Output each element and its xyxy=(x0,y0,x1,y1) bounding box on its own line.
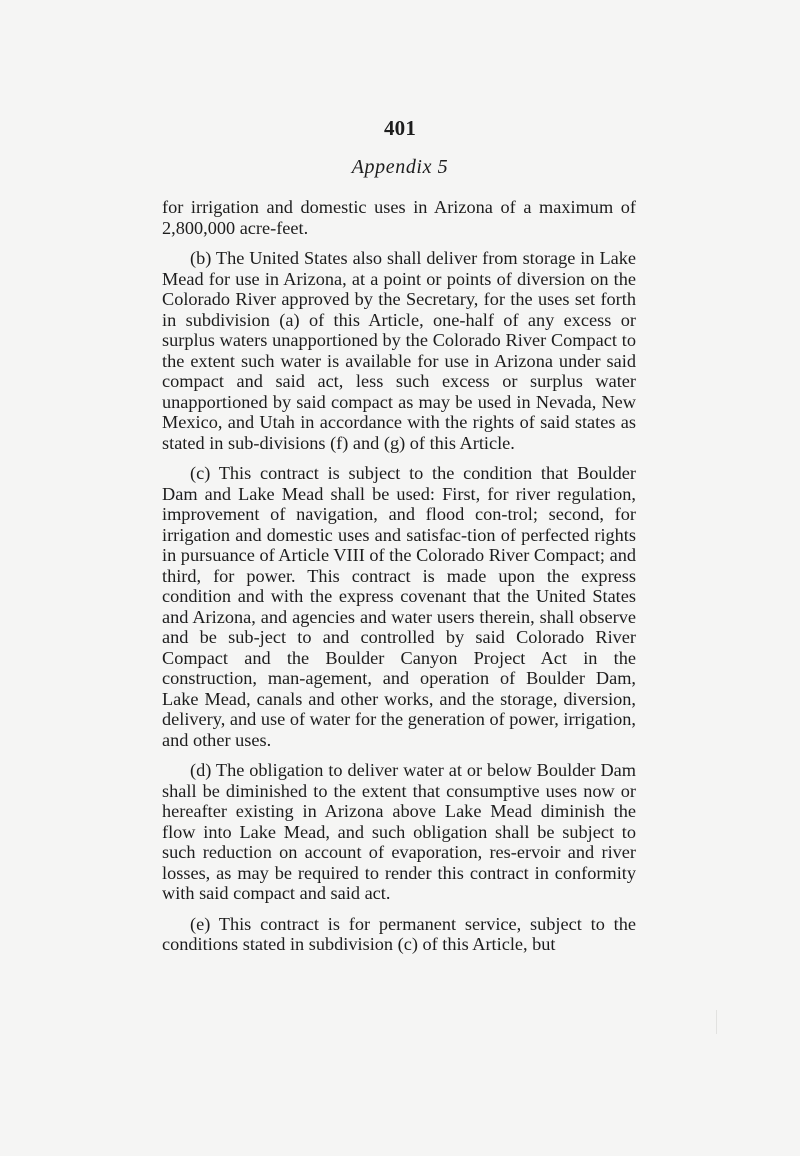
paragraph-b: (b) The United States also shall deliver from storage in Lake Mead for use in Arizona, at a point or points of diversion on the Colorado River approved by the Secretary, for the uses set forth in subdivision (a) of this Article, one-half of any excess or surplus waters unapportioned by the Colorado River Compact to the extent such water is available for use in Arizona under said compact and said act, less such excess or surplus water unapportioned by said compact as may be used in Nevada, New Mexico, and Utah in accordance with the rights of said states as stated in sub-divisions (f) and (g) of this Article. xyxy=(162,248,636,453)
paragraph-c: (c) This contract is subject to the condition that Boulder Dam and Lake Mead shall be used: First, for river regulation, improvement of navigation, and flood con-trol; second, for irrigation and domestic uses and satisfac-tion of perfected rights in pursuance of Article VIII of the Colorado River Compact; and third, for power. This contract is made upon the express condition and with the express covenant that the United States and Arizona, and agencies and water users therein, shall observe and be sub-ject to and controlled by said Colorado River Compact and the Boulder Canyon Project Act in the construction, man-agement, and operation of Boulder Dam, Lake Mead, canals and other works, and the storage, diversion, delivery, and use of water for the generation of power, irrigation, and other uses. xyxy=(162,463,636,750)
paragraph-a-continued: for irrigation and domestic uses in Arizona of a maximum of 2,800,000 acre-feet. xyxy=(162,197,636,238)
paragraph-d: (d) The obligation to deliver water at or below Boulder Dam shall be diminished to the extent that consumptive uses now or hereafter existing in Arizona above Lake Mead diminish the flow into Lake Mead, and such obligation shall be subject to such reduction on account of evaporation, res-ervoir and river losses, as may be required to render this contract in conformity with said compact and said act. xyxy=(162,760,636,903)
page-number: 401 xyxy=(383,116,417,140)
paragraph-e: (e) This contract is for permanent service, subject to the conditions stated in subdivision (c) of this Article, but xyxy=(162,913,636,954)
running-head: Appendix 5 xyxy=(351,156,449,178)
scan-artifact xyxy=(716,1010,717,1034)
body-text xyxy=(162,197,636,965)
